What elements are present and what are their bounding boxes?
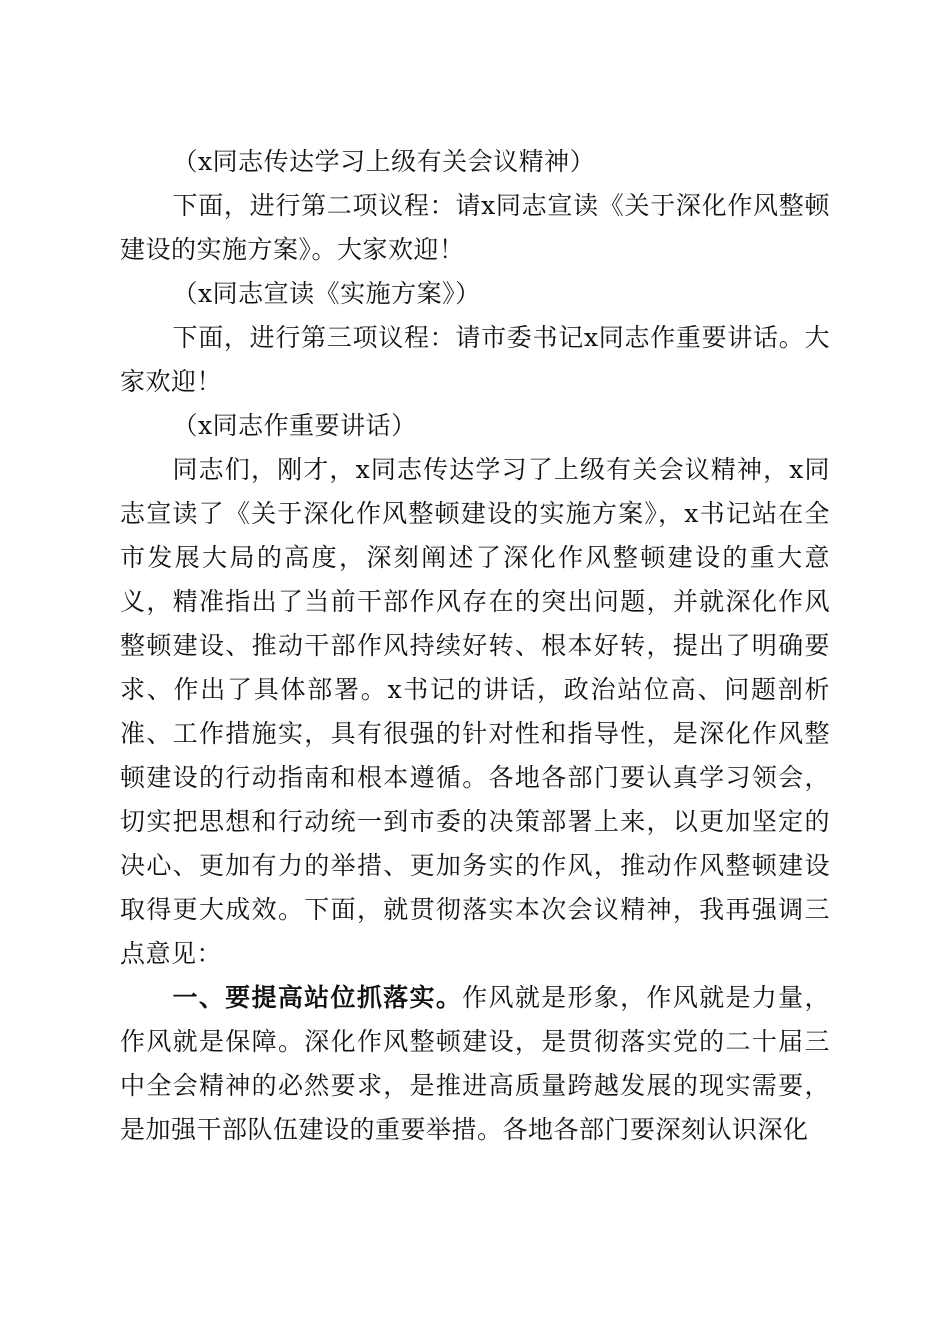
paragraph-summary: 同志们，刚才，x同志传达学习了上级有关会议精神，x同志宣读了《关于深化作风整顿建设的实施方案》，x书记站在全市发展大局的高度，深刻阐述了深化作风整顿建设的重大意义，精准指出了当前干部作风存在的突出问题，并就深化作风整顿建设、推动干部作风持续好转、根本好转，提出了明确要求、作出了具体部署。x书记的讲话，政治站位高、问题剖析准、工作措施实，具有很强的针对性和指导性，是深化作风整顿建设的行动指南和根本遵循。各地各部门要认真学习领会，切实把思想和行动统一到市委的决策部署上来，以更加坚定的决心、更加有力的举措、更加务实的作风，推动作风整顿建设取得更大成效。下面，就贯彻落实本次会议精神，我再强调三点意见： bbox=[120, 455, 830, 968]
paragraph-agenda-note-3: （x同志作重要讲话） bbox=[172, 411, 417, 440]
section-one-body: 作风就是形象，作风就是力量，作风就是保障。深化作风整顿建设，是贯彻落实党的二十届三中全会精神的必然要求，是推进高质量跨越发展的现实需要，是加强干部队伍建设的重要举措。各地各部门要深刻认识深化 bbox=[120, 983, 830, 1144]
section-one-paragraph bbox=[120, 976, 830, 1152]
paragraph-agenda-item-3: 下面，进行第三项议程：请市委书记x同志作重要讲话。大家欢迎！ bbox=[120, 323, 830, 396]
paragraph-agenda-note-1: （x同志传达学习上级有关会议精神） bbox=[172, 147, 596, 176]
document-body bbox=[120, 140, 830, 1152]
paragraph-agenda-note-2: （x同志宣读《实施方案》） bbox=[172, 279, 481, 308]
paragraph-agenda-item-2: 下面，进行第二项议程：请x同志宣读《关于深化作风整顿建设的实施方案》。大家欢迎！ bbox=[120, 191, 830, 264]
section-one-heading: 一、要提高站位抓落实。 bbox=[172, 983, 463, 1012]
